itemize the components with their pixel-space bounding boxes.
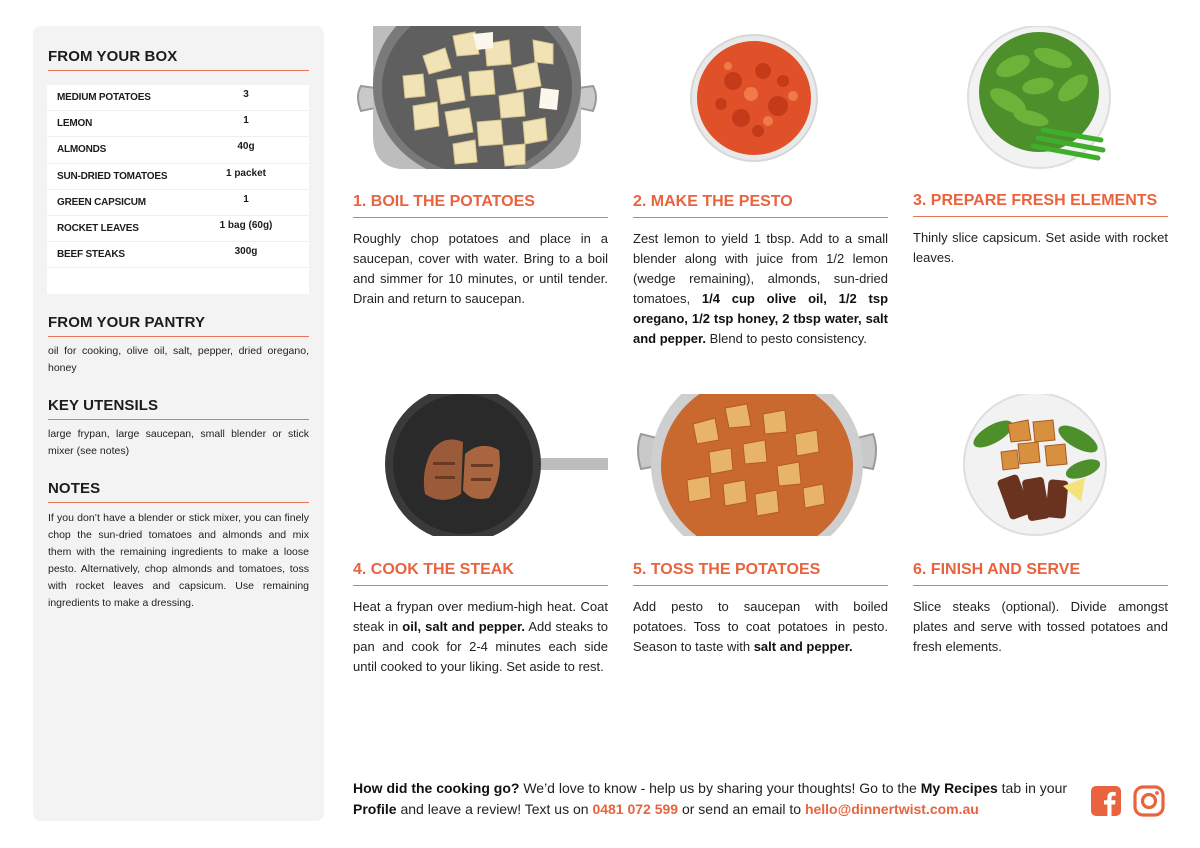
utensils-heading: KEY UTENSILS	[48, 397, 309, 420]
instagram-icon[interactable]	[1133, 785, 1165, 822]
step-6-image	[913, 394, 1168, 536]
profile-link[interactable]: Profile	[353, 801, 397, 817]
step-4-text: Heat a frypan over medium-high heat. Coat steak in oil, salt and pepper. Add steaks to pan and cook for 2-4 minutes each side until cooked to your liking. Set aside to rest.	[353, 599, 608, 674]
step-3-title: 3. PREPARE FRESH ELEMENTS	[913, 192, 1168, 217]
my-recipes-link[interactable]: My Recipes	[920, 780, 998, 796]
table-row	[47, 137, 309, 163]
ingredients-table	[47, 85, 309, 294]
notes-text: If you don’t have a blender or stick mixer, you can finely chop the sun-dried tomatoes and almonds and mix them with the remaining ingredients to make a loose pesto. Alternatively, chop almonds and tomatoes, toss with rocket leaves and capsicum. Use remaining ingredients to make a dressing.	[48, 512, 309, 609]
pantry-heading: FROM YOUR PANTRY	[48, 314, 309, 337]
table-row	[47, 164, 309, 190]
ingredient-name: ROCKET LEAVES	[57, 223, 139, 235]
step-4-image	[353, 394, 608, 536]
step-4-title: 4. COOK THE STEAK	[353, 561, 608, 586]
step-5-image	[633, 394, 881, 536]
footer-question: How did the cooking go?	[353, 780, 520, 796]
step-3-text: Thinly slice capsicum. Set aside with rocket leaves.	[913, 230, 1168, 265]
ingredient-qty: 1	[243, 193, 249, 205]
table-row	[47, 216, 309, 242]
ingredient-name: BEEF STEAKS	[57, 249, 125, 261]
step-1-image	[353, 26, 601, 169]
table-row	[47, 85, 309, 111]
sidebar	[33, 26, 324, 821]
ingredient-qty: 3	[243, 89, 249, 101]
ingredient-qty: 300g	[234, 246, 258, 258]
table-row	[47, 190, 309, 216]
step-5-title: 5. TOSS THE POTATOES	[633, 561, 888, 586]
table-row	[47, 242, 309, 268]
utensils-text: large frypan, large saucepan, small blender or stick mixer (see notes)	[48, 428, 309, 457]
ingredient-name: SUN-DRIED TOMATOES	[57, 170, 168, 182]
box-heading: FROM YOUR BOX	[48, 48, 309, 71]
step-1-text: Roughly chop potatoes and place in a saucepan, cover with water. Bring to a boil and simmer for 10 minutes, or until tender. Drain and return to saucepan.	[353, 231, 608, 306]
step-2-text: Zest lemon to yield 1 tbsp. Add to a small blender along with juice from 1/2 lemon (wedge remaining), almonds, sun-dried tomatoes, 1/4 cup olive oil, 1/2 tsp oregano, 1/2 tsp honey, 2 tbsp water, salt and pepper. Blend to pesto consistency.	[633, 231, 889, 346]
step-6-title: 6. FINISH AND SERVE	[913, 561, 1168, 586]
feedback-footer: How did the cooking go? We’d love to know - help us by sharing your thoughts! Go to the My Recipes tab in your Profile and leave a review! Text us on 0481 072 599 or send an email to hello@dinnertwist.com.au	[353, 780, 1068, 817]
email-link[interactable]: hello@dinnertwist.com.au	[804, 801, 979, 817]
pantry-text: oil for cooking, olive oil, salt, pepper, dried oregano, honey	[48, 345, 309, 374]
ingredient-qty: 1 bag (60g)	[219, 220, 273, 232]
ingredient-name: ALMONDS	[57, 144, 107, 156]
table-row	[47, 111, 309, 137]
step-2-image	[633, 26, 888, 169]
step-3-image	[913, 26, 1168, 169]
step-6-text: Slice steaks (optional). Divide amongst plates and serve with tossed potatoes and fresh elements.	[913, 599, 1168, 654]
ingredient-qty: 1	[243, 115, 249, 127]
step-1-title: 1. BOIL THE POTATOES	[353, 193, 608, 218]
step-2-title: 2. MAKE THE PESTO	[633, 193, 888, 218]
ingredient-qty: 40g	[237, 141, 255, 153]
ingredient-name: GREEN CAPSICUM	[57, 196, 146, 208]
ingredient-name: LEMON	[57, 118, 93, 130]
ingredient-qty: 1 packet	[225, 167, 267, 179]
ingredient-name: MEDIUM POTATOES	[57, 92, 151, 104]
notes-heading: NOTES	[48, 480, 309, 503]
step-5-text: Add pesto to saucepan with boiled potatoes. Toss to coat potatoes in pesto. Season to taste with salt and pepper.	[633, 599, 888, 654]
facebook-icon[interactable]	[1090, 785, 1122, 822]
phone-link[interactable]: 0481 072 599	[592, 801, 679, 817]
